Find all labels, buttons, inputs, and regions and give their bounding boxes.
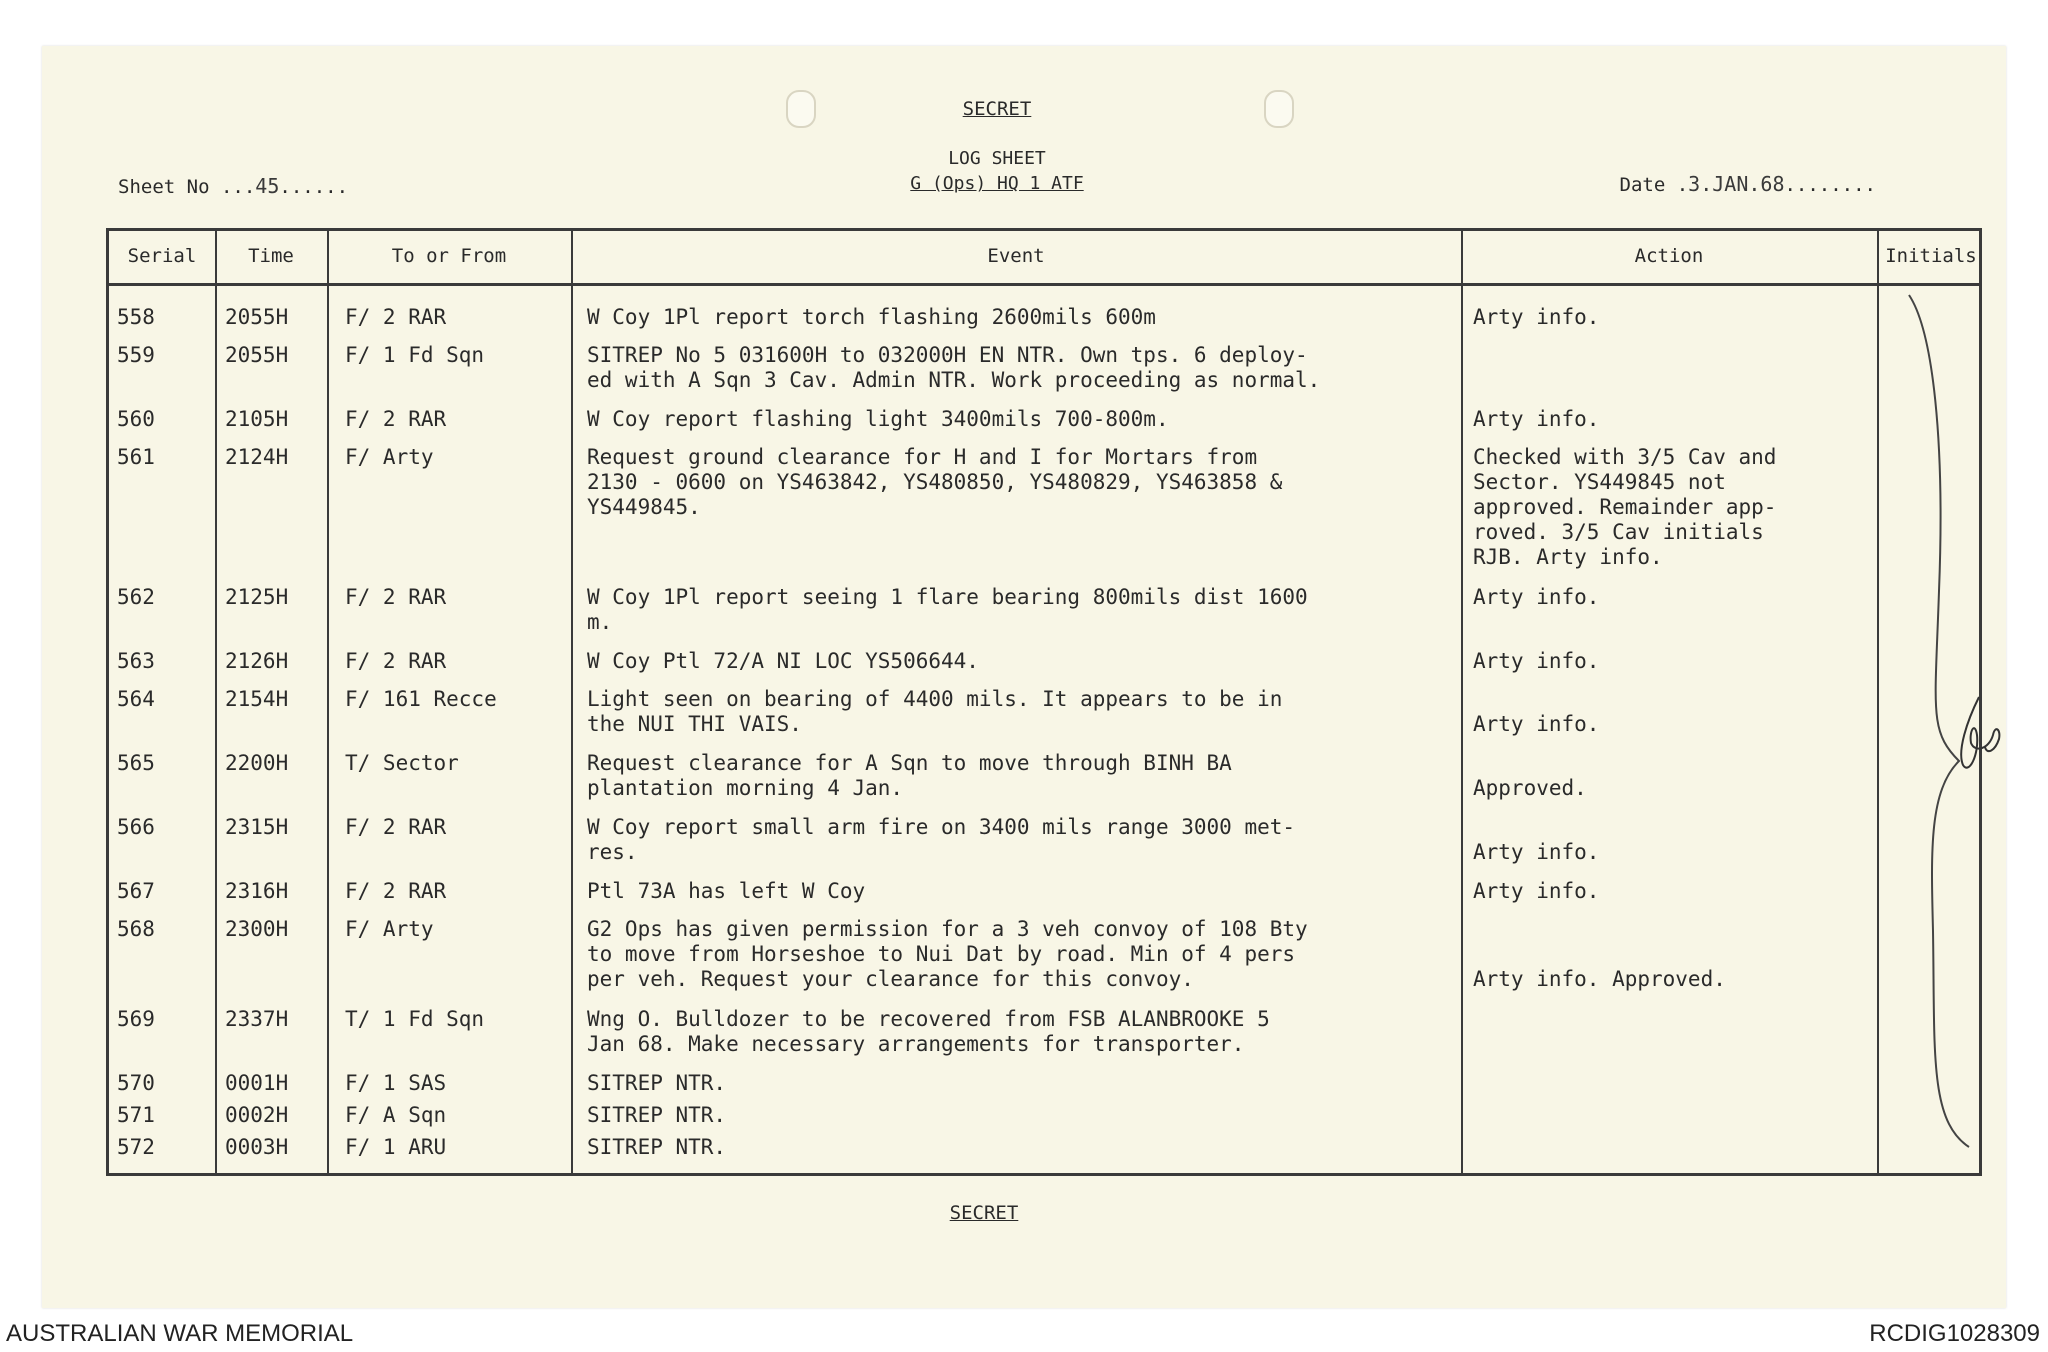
- serial-cell: 572: [117, 1135, 155, 1159]
- sheet-number-line: [118, 174, 348, 198]
- time-cell: 0001H: [225, 1071, 289, 1095]
- date-dots: ........: [1784, 174, 1876, 196]
- time-cell: 2337H: [225, 1007, 289, 1031]
- to-from-cell: F/ 2 RAR: [345, 815, 447, 839]
- classification-header: SECRET: [962, 98, 1032, 120]
- action-cell: Arty info.: [1473, 840, 1600, 864]
- time-cell: 2105H: [225, 407, 289, 431]
- column-divider: [215, 231, 217, 1173]
- to-from-cell: F/ Arty: [345, 445, 434, 469]
- serial-cell: 566: [117, 815, 155, 839]
- serial-cell: 558: [117, 305, 155, 329]
- to-from-cell: F/ 1 SAS: [345, 1071, 447, 1095]
- time-cell: 2315H: [225, 815, 289, 839]
- event-cell: W Coy report flashing light 3400mils 700-800m.: [587, 407, 1169, 431]
- action-cell: Arty info.: [1473, 305, 1600, 329]
- date-label: Date .: [1619, 174, 1689, 196]
- to-from-cell: F/ 1 Fd Sqn: [345, 343, 485, 367]
- action-cell: Arty info.: [1473, 712, 1600, 736]
- time-cell: 2316H: [225, 879, 289, 903]
- time-cell: 0002H: [225, 1103, 289, 1127]
- time-cell: 2300H: [225, 917, 289, 941]
- column-header-event: Event: [987, 245, 1045, 267]
- action-cell: Arty info.: [1473, 879, 1600, 903]
- serial-cell: 567: [117, 879, 155, 903]
- action-cell: Arty info. Approved.: [1473, 967, 1726, 991]
- to-from-cell: F/ 161 Recce: [345, 687, 497, 711]
- action-cell: Arty info.: [1473, 585, 1600, 609]
- sheet-title: LOG SHEET: [948, 148, 1046, 169]
- to-from-cell: F/ 2 RAR: [345, 305, 447, 329]
- log-table: [106, 228, 1982, 1176]
- to-from-cell: F/ 2 RAR: [345, 879, 447, 903]
- event-cell: SITREP NTR.: [587, 1103, 727, 1127]
- column-header-action: Action: [1634, 245, 1704, 267]
- log-sheet-paper: [42, 46, 2006, 1308]
- time-cell: 2055H: [225, 343, 289, 367]
- serial-cell: 562: [117, 585, 155, 609]
- serial-cell: 565: [117, 751, 155, 775]
- action-cell: Arty info.: [1473, 649, 1600, 673]
- event-cell: SITREP No 5 031600H to 032000H EN NTR. Own tps. 6 deploy- ed with A Sqn 3 Cav. Admin NTR. Work proceeding as normal.: [587, 343, 1321, 392]
- to-from-cell: F/ 2 RAR: [345, 585, 447, 609]
- date-line: [1620, 172, 1876, 196]
- initials-signature-mark: [1949, 691, 2009, 781]
- sheet-number-label: Sheet No ...: [118, 176, 256, 198]
- serial-cell: 563: [117, 649, 155, 673]
- serial-cell: 560: [117, 407, 155, 431]
- to-from-cell: F/ A Sqn: [345, 1103, 447, 1127]
- time-cell: 2124H: [225, 445, 289, 469]
- column-divider: [327, 231, 329, 1173]
- time-cell: 2154H: [225, 687, 289, 711]
- event-cell: W Coy 1Pl report seeing 1 flare bearing 800mils dist 1600 m.: [587, 585, 1308, 634]
- archive-credit: AUSTRALIAN WAR MEMORIAL: [6, 1320, 354, 1347]
- classification-footer: SECRET: [949, 1202, 1019, 1224]
- serial-cell: 561: [117, 445, 155, 469]
- column-divider: [571, 231, 573, 1173]
- event-cell: Ptl 73A has left W Coy: [587, 879, 866, 903]
- header-divider: [109, 283, 1979, 286]
- column-divider: [1877, 231, 1879, 1173]
- serial-cell: 571: [117, 1103, 155, 1127]
- to-from-cell: F/ 1 ARU: [345, 1135, 447, 1159]
- event-cell: Request clearance for A Sqn to move through BINH BA plantation morning 4 Jan.: [587, 751, 1232, 800]
- unit-name: G (Ops) HQ 1 ATF: [910, 173, 1084, 194]
- to-from-cell: T/ 1 Fd Sqn: [345, 1007, 485, 1031]
- serial-cell: 568: [117, 917, 155, 941]
- time-cell: 2126H: [225, 649, 289, 673]
- column-header-initials: Initials: [1885, 245, 1977, 267]
- event-cell: Request ground clearance for H and I for Mortars from 2130 - 0600 on YS463842, YS480850, YS480829, YS463858 & YS449845.: [587, 445, 1283, 519]
- to-from-cell: F/ 2 RAR: [345, 407, 447, 431]
- event-cell: SITREP NTR.: [587, 1071, 727, 1095]
- time-cell: 2055H: [225, 305, 289, 329]
- column-header-time: Time: [248, 245, 294, 267]
- action-cell: Checked with 3/5 Cav and Sector. YS449845 not approved. Remainder app- roved. 3/5 Cav initials RJB. Arty info.: [1473, 445, 1777, 569]
- serial-cell: 570: [117, 1071, 155, 1095]
- serial-cell: 569: [117, 1007, 155, 1031]
- event-cell: W Coy report small arm fire on 3400 mils range 3000 met- res.: [587, 815, 1296, 864]
- to-from-cell: F/ 2 RAR: [345, 649, 447, 673]
- action-cell: Approved.: [1473, 776, 1587, 800]
- time-cell: 2125H: [225, 585, 289, 609]
- event-cell: Wng O. Bulldozer to be recovered from FSB ALANBROOKE 5 Jan 68. Make necessary arrangements for transporter.: [587, 1007, 1270, 1056]
- sheet-number-dots: ......: [279, 176, 349, 198]
- event-cell: W Coy 1Pl report torch flashing 2600mils 600m: [587, 305, 1156, 329]
- event-cell: Light seen on bearing of 4400 mils. It appears to be in the NUI THI VAIS.: [587, 687, 1283, 736]
- sheet-number-value: 45: [255, 174, 280, 198]
- time-cell: 2200H: [225, 751, 289, 775]
- serial-cell: 559: [117, 343, 155, 367]
- action-cell: Arty info.: [1473, 407, 1600, 431]
- to-from-cell: T/ Sector: [345, 751, 459, 775]
- event-cell: SITREP NTR.: [587, 1135, 727, 1159]
- event-cell: G2 Ops has given permission for a 3 veh convoy of 108 Bty to move from Horseshoe to Nui Dat by road. Min of 4 pers per veh. Request your clearance for this convoy.: [587, 917, 1308, 991]
- archive-reference-id: RCDIG1028309: [1869, 1320, 2040, 1347]
- time-cell: 0003H: [225, 1135, 289, 1159]
- date-value: 3.JAN.68: [1688, 172, 1785, 196]
- to-from-cell: F/ Arty: [345, 917, 434, 941]
- column-header-to-from: To or From: [391, 245, 507, 267]
- event-cell: W Coy Ptl 72/A NI LOC YS506644.: [587, 649, 979, 673]
- serial-cell: 564: [117, 687, 155, 711]
- column-header-serial: Serial: [127, 245, 197, 267]
